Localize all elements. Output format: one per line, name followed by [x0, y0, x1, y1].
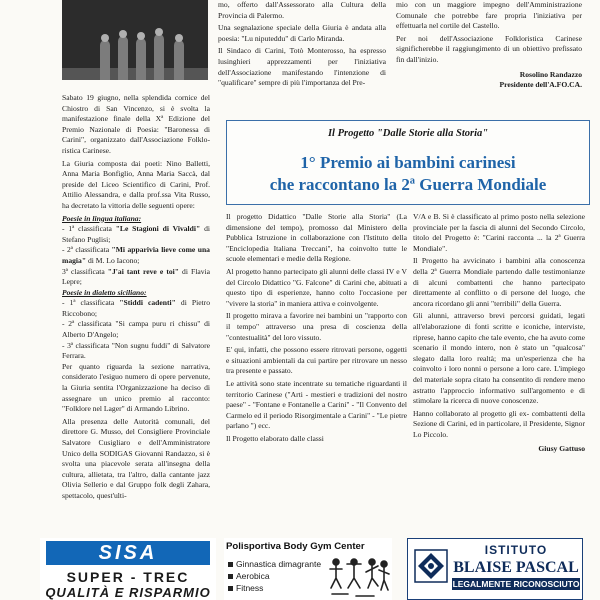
- paragraph: Il Progetto ha avvicinato i bambini alla conoscenza della 2ª Guerra Mondiale partendo dalle testimonianze di alcuni combattenti che hanno partecipato direttamente al conflitto o di persone del luogo, che ancora ricordano gli anni "terribili" della Guerra.: [413, 256, 585, 308]
- section-heading: Poesie in dialetto siciliano:: [62, 287, 147, 297]
- list-item: 3ª classificata "J'ai tant reve e toi" di Flavia Lepre;: [62, 266, 211, 287]
- paragraph: Hanno collaborato al progetto gli ex- combattenti della Sezione di Carini, ed in particolare, il Presidente, Signor Lo Piccolo.: [413, 408, 585, 439]
- list-item: Fitness: [228, 582, 321, 594]
- sisa-advertisement: [40, 538, 216, 600]
- sisa-tagline-1: SUPER - TREC: [66, 569, 190, 585]
- bullet-icon: [228, 562, 233, 567]
- signature: Giusy Gattuso: [538, 444, 585, 454]
- paragraph: Il Sindaco di Carini, Totò Monterosso, ha espresso lusinghieri apprezzamenti per l'iniziativa dell'Associazione manifestando l'intenzione di "qualificare" sempre di più l'importanza del Pre-: [218, 46, 386, 88]
- pascal-institute-advertisement: [407, 538, 583, 600]
- paragraph: Per noi dell'Associazione Folkloristica Carinese significherebbe il raggiungimento di un obiettivo prefissato fin dall'inizio.: [396, 33, 582, 64]
- paragraph: V/A e B. Si è classificato al primo posto nella selezione provinciale per la fascia di alunni del Secondo Circolo, titolo del Progetto è: "Carini racconta ... la 2ª Guerra Mondiale".: [413, 212, 585, 253]
- paragraph: Per quanto riguarda la sezione narrativa, considerato l'esiguo numero di opere pervenute, la Giuria sentita l'Organizzazione ha deciso di assegnare un unico premio al racconto: "Folklore nel Lager" di Armando Librino.: [62, 361, 210, 414]
- signature-name: Rosolino Randazzo: [519, 69, 582, 79]
- institute-logo-icon: [414, 549, 448, 583]
- list-item: - 3ª classificata "Non sugnu fuddi" di Salvatore Ferrara.: [62, 340, 210, 361]
- project-article-continued: [413, 212, 585, 455]
- gym-list: [228, 558, 321, 594]
- paragraph: mio con un maggiore impegno dell'Amministrazione Comunale che potrebbe fare propria l'iniziativa per effettuarla nel cortile del Castello.: [396, 0, 582, 31]
- paragraph: Una segnalazione speciale della Giuria è andata alla poesia: "Lu niputeddu" di Carlo Miranda.: [218, 23, 386, 43]
- bullet-icon: [228, 574, 233, 579]
- section-heading: Poesie in lingua italiana:: [62, 213, 142, 223]
- gym-title: Polisportiva Body Gym Center: [226, 541, 365, 552]
- institute-subtitle: LEGALMENTE RICONOSCIUTO: [452, 579, 580, 589]
- gym-advertisement: [224, 538, 392, 600]
- headline-line-2: che raccontano la 2ª Guerra Mondiale: [269, 175, 547, 194]
- list-item: - 1ª classificata "Le Stagioni di Vivaldi" di Stefano Puglisi;: [62, 224, 210, 244]
- poetry-prize-article-end: [396, 0, 582, 91]
- signature-role: Presidente dell'A.FO.CA.: [499, 80, 582, 90]
- poetry-prize-article: [62, 93, 210, 504]
- list-item: - 2ª classificata "Si campa puru ri chissu" di Alberto D'Angelo;: [62, 319, 210, 340]
- poetry-prize-article-continued: [218, 0, 386, 91]
- headline-line-1: 1° Premio ai bambini carinesi: [300, 153, 516, 172]
- bullet-icon: [228, 586, 233, 591]
- list-item: Ginnastica dimagrante: [228, 558, 321, 570]
- event-photo: [62, 0, 208, 80]
- sisa-tagline-2: QUALITÀ E RISPARMIO: [45, 585, 211, 600]
- institute-name: BLAISE PASCAL: [453, 559, 579, 576]
- paragraph: Al progetto hanno partecipato gli alunni delle classi IV e V del Circolo Didattico "G. Falcone" di Carini che, abituati a questo tipo di esperienze, hanno colto l'occasione per "vivere la storia" in maniera attiva e coinvolgente.: [226, 266, 407, 308]
- paragraph: mo, offerto dall'Assessorato alla Cultura della Provincia di Palermo.: [218, 0, 386, 20]
- paragraph: Le attività sono state incentrate su tematiche riguardanti il territorio Carinese ("Arti - mestieri e tradizioni del nostro paese" - "Fontane e Fontanelle a Carini" - "Il Convento del Carmelo ed il periodo Risorgimentale a Carini" - "Le pietre parlano ") ecc.: [226, 378, 407, 431]
- paragraph: Alla presenza delle Autorità comunali, del direttore G. Musso, del Consigliere Provinciale Salvatore Cusigliaro e dell'Amministratore Unico della SODIGAS Giovanni Randazzo, si è svolta una piacevole serata all'insegna della cultura, allietata, tra l'altro, dalla cantante jazz Olivia Sellerio e dal Gruppo folk degli Zahara, spettacolo, quest'ulti-: [62, 416, 210, 500]
- paragraph: Il progetto Didattico "Dalle Storie alla Storia" (La dimensione del tempo), promosso dal Ministero della Pubblica Istruzione in collaborazione con l'Istituto della "Enciclopedia Italiana Treccani", ha coinvolto tutte le scuole elementari e medie della Regione.: [226, 212, 407, 264]
- paragraph: E' qui, infatti, che possono essere ritrovati persone, oggetti e situazioni ambientali da cui partire per ritrovare un nesso tra presente e passato.: [226, 345, 407, 376]
- list-item: - 2ª classificata "Mi apparivia lieve come una magia" di M. Lo Iacono;: [62, 245, 210, 265]
- paragraph: Gli alunni, attraverso brevi percorsi guidati, legati all'elaborazione di fonti scritte e iconiche, interviste, riprese, hanno capito che tale evento, che ha avuto come scenario il mondo intero, non è stato un "qualcosa" slegato dalla loro realtà; ma un'esperienza che ha coinvolto i loro nonni o persone a loro care. L'impiego del materiale sopra citato ha consentito di rendere meno astratto l'approccio informativo sull'argomento e di stimolare la ricerca di nuove conoscenze.: [413, 311, 585, 406]
- exercise-figures-icon: [328, 556, 390, 600]
- sisa-logo: SISA: [46, 541, 210, 565]
- paragraph: Il Progetto elaborato dalle classi: [226, 433, 324, 443]
- paragraph: Sabato 19 giugno, nella splendida cornice del Chiostro di San Vincenzo, si è svolta la manifestazione finale della Xª Edizione del Premio Nazionale di Poesia: "Baronessa di Carini", organizzato dall'Associazione Folklo-ristica Carinese.: [62, 93, 210, 155]
- project-article: [226, 212, 407, 446]
- paragraph: La Giuria composta dai poeti: Nino Balletti, Anna Maria Bonfiglio, Anna Maria Saccà, dal preside del Liceo Scientifico di Carini, Prof. Attilio Alessandra, e dalla prof.ssa Vita Russo, ha decretato la vittoria delle seguenti opere:: [62, 158, 210, 210]
- paragraph: Il progetto mirava a favorire nei bambini un "rapporto con il tempo" attraverso una presa di coscienza della "contestualità" del loro vissuto.: [226, 311, 407, 342]
- list-item: - 1ª classificata "Stiddi cadenti" di Pietro Riccobono;: [62, 298, 210, 318]
- institute-label: ISTITUTO: [484, 543, 548, 557]
- project-kicker: Il Progetto "Dalle Storie alla Storia": [327, 128, 489, 139]
- list-item: Aerobica: [228, 570, 321, 582]
- project-headline-box: [226, 120, 590, 205]
